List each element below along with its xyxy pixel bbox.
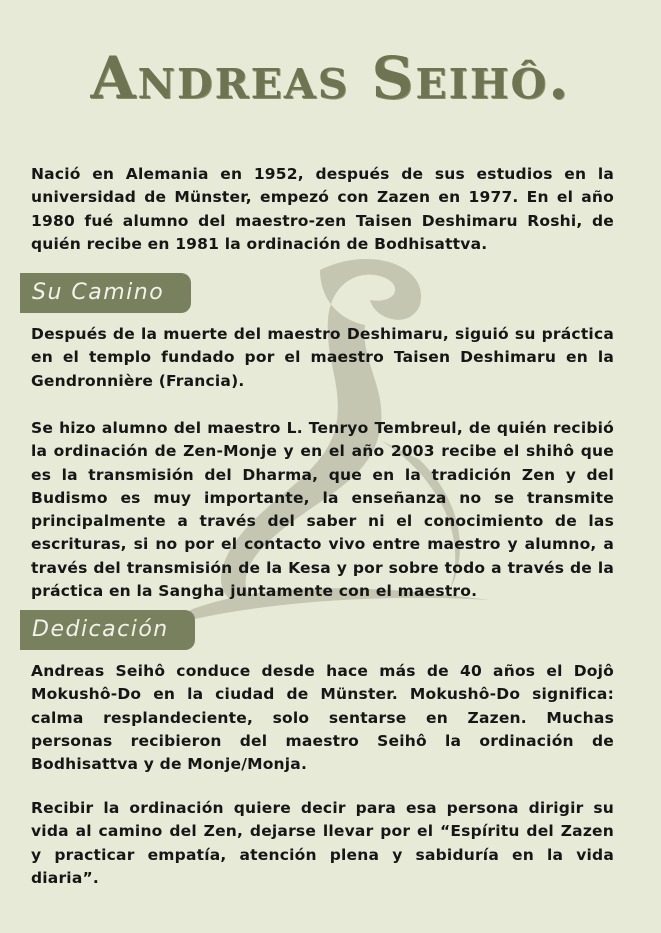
section-heading-su-camino: Su Camino <box>20 273 191 313</box>
intro-paragraph: Nació en Alemania en 1952, después de sus estudios en la universidad de Münster, empezó con Zazen en 1977. En el año 1980 fué alumno del maestro-zen Taisen Deshimaru Roshi, de quién recibe en 1981 la ordinación de Bodhisattva. <box>31 165 614 253</box>
page-title: Andreas Seihô. <box>90 44 571 112</box>
section-heading-dedicacion: Dedicación <box>20 610 195 650</box>
su-camino-paragraph-2: Se hizo alumno del maestro L. Tenryo Tembreul, de quién recibió la ordinación de Zen-Monje y en el año 2003 recibe el shihô que es la transmisión del Dharma, que en la tradición Zen y del Budismo es muy importante, la enseñanza no se transmite principalmente a través del saber ni el conocimiento de las escrituras, si no por el contacto vivo entre maestro y alumno, a través del transmisión de la Kesa y por sobre todo a través de la práctica en la Sangha juntamente con el maestro. <box>31 419 614 601</box>
dedicacion-paragraph-2: Recibir la ordinación quiere decir para esa persona dirigir su vida al camino del Zen, dejarse llevar por el “Espíritu del Zazen y practicar empatía, atención plena y sabiduría en la vida diaria”. <box>31 799 614 887</box>
su-camino-paragraph-1: Después de la muerte del maestro Deshimaru, siguió su práctica en el templo fundado por el maestro Taisen Deshimaru en la Gendronnière (Francia). <box>31 325 614 390</box>
dedicacion-paragraph-1: Andreas Seihô conduce desde hace más de 40 años el Dojô Mokushô-Do en la ciudad de Münster. Mokushô-Do significa: calma resplandeciente, solo sentarse en Zazen. Muchas personas recibieron del maestro Seihô la ordinación de Bodhisattva y de Monje/Monja. <box>31 662 614 774</box>
